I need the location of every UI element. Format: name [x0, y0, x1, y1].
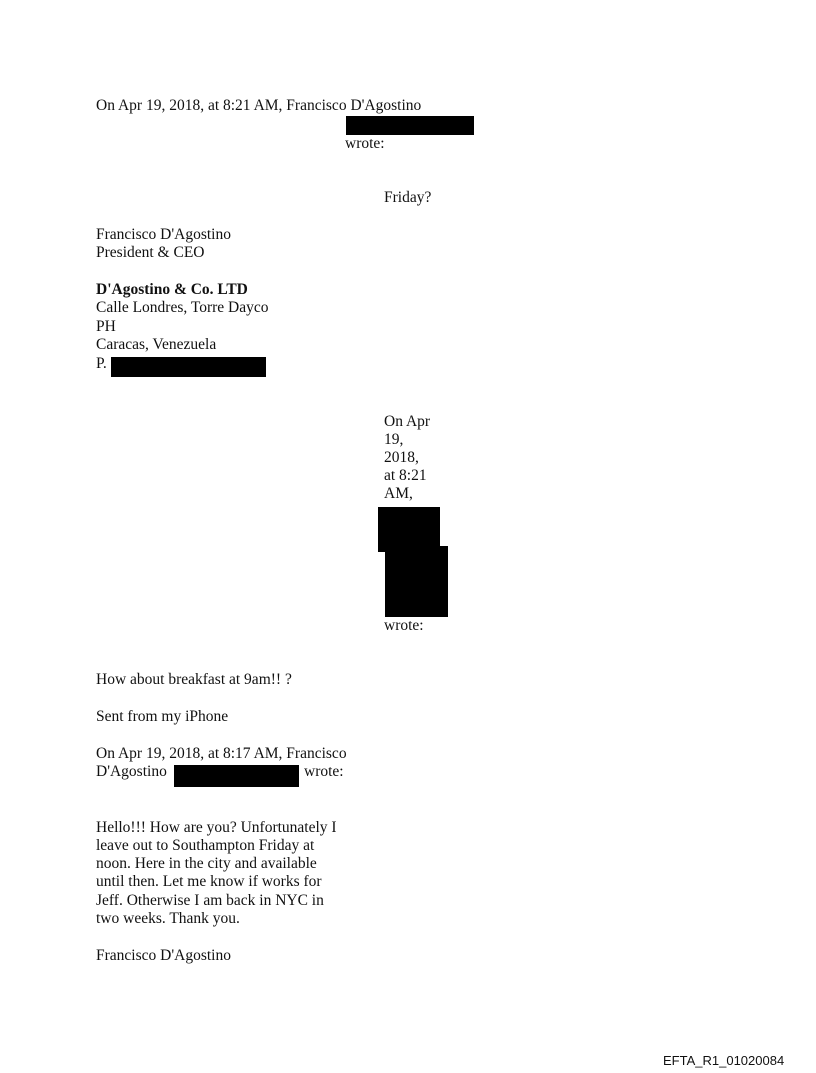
quote3-wrote: wrote: [304, 763, 344, 780]
signature-address2: PH [96, 318, 116, 335]
message-line: Hello!!! How are you? Unfortunately I [96, 819, 337, 836]
document-id: EFTA_R1_01020084 [663, 1053, 785, 1068]
quote2-line: 2018, [384, 449, 419, 466]
message-line: two weeks. Thank you. [96, 910, 240, 927]
message-line: Jeff. Otherwise I am back in NYC in [96, 892, 324, 909]
redacted-email-2 [174, 765, 299, 787]
quote2-line: 19, [384, 431, 404, 448]
redacted-email [346, 116, 474, 135]
quote3-line2: D'Agostino [96, 763, 167, 780]
quote2-wrote: wrote: [384, 617, 424, 634]
signature-title: President & CEO [96, 244, 205, 261]
message-line: noon. Here in the city and available [96, 855, 317, 872]
reply-friday: Friday? [384, 189, 432, 206]
signature-address1: Calle Londres, Torre Dayco [96, 299, 269, 316]
message-line: until then. Let me know if works for [96, 873, 322, 890]
reply-breakfast: How about breakfast at 9am!! ? [96, 671, 292, 688]
signature-city: Caracas, Venezuela [96, 336, 217, 353]
redacted-sender-email [385, 546, 448, 617]
quote-header-line: On Apr 19, 2018, at 8:21 AM, Francisco D'Agostino [96, 97, 422, 114]
message-signoff: Francisco D'Agostino [96, 947, 231, 964]
quote2-line: AM, [384, 485, 413, 502]
quote-header-wrote: wrote: [345, 135, 385, 152]
quote3-line1: On Apr 19, 2018, at 8:17 AM, Francisco [96, 745, 347, 762]
quote2-line: On Apr [384, 413, 431, 430]
message-line: leave out to Southampton Friday at [96, 837, 315, 854]
signature-company: D'Agostino & Co. LTD [96, 281, 248, 298]
redacted-phone [111, 357, 266, 377]
sent-from-iphone: Sent from my iPhone [96, 708, 229, 725]
signature-phone-prefix: P. [96, 355, 107, 372]
signature-name: Francisco D'Agostino [96, 226, 231, 243]
quote2-line: at 8:21 [384, 467, 427, 484]
